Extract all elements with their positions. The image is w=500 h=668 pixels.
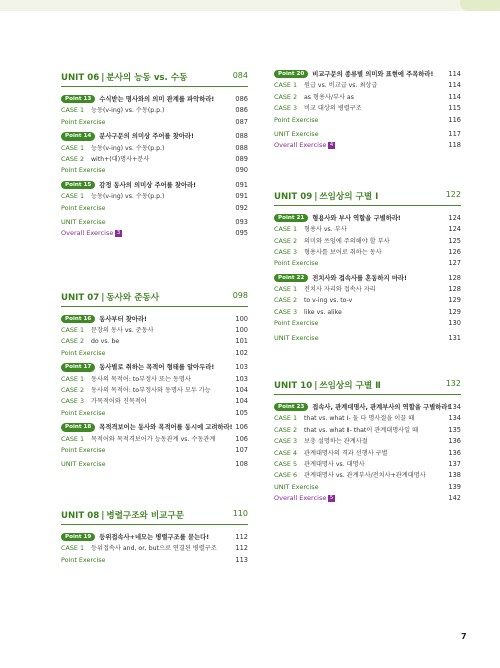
toc-point-row[interactable]: [274, 273, 461, 284]
toc-case-row[interactable]: [274, 247, 461, 258]
toc-page-number: 103: [235, 374, 248, 383]
toc-page-number: 128: [448, 273, 461, 282]
toc-page-number: 100: [235, 326, 248, 335]
case-title: 관계대명사의 격과 선행사 구별: [304, 449, 388, 457]
unit-exercise-label: UNIT Exercise: [274, 482, 319, 491]
toc-page-number: 106: [235, 423, 248, 432]
point-title: 접속사, 관계대명사, 관계부사의 역할을 구별하라!: [312, 404, 451, 412]
toc-page-number: 113: [235, 555, 248, 564]
case-label: CASE 2: [274, 236, 298, 245]
point-title: 전치사와 접속사를 혼동하지 마라!: [312, 274, 407, 282]
toc-point-exercise-row[interactable]: [274, 258, 461, 269]
toc-page-number: 114: [448, 92, 461, 101]
case-label: CASE 1: [61, 192, 85, 201]
unit-rule: [274, 394, 461, 395]
toc-case-row[interactable]: [274, 284, 461, 295]
toc-page-number: 092: [235, 203, 248, 212]
top-decor-band: [0, 0, 500, 11]
toc-case-row[interactable]: [61, 434, 248, 445]
toc-unit-exercise-row[interactable]: [274, 333, 461, 344]
case-label: CASE 1: [274, 225, 298, 234]
toc-case-row[interactable]: [61, 396, 248, 407]
overall-exercise-number: 4: [329, 142, 334, 149]
toc-point-row[interactable]: [61, 532, 248, 543]
toc-point-exercise-row[interactable]: [61, 555, 248, 566]
point-tag: Point 20: [274, 70, 308, 78]
toc-page-number: 107: [235, 445, 248, 454]
toc-case-row[interactable]: [274, 236, 461, 247]
point-tag: Point 23: [274, 403, 308, 411]
point-exercise-label: Point Exercise: [61, 555, 106, 564]
toc-page-number: 105: [235, 408, 248, 417]
toc-case-row[interactable]: [274, 92, 461, 103]
case-label: CASE 2: [274, 92, 298, 101]
case-label: CASE 1: [61, 434, 85, 443]
case-label: CASE 3: [61, 397, 85, 406]
toc-point-exercise-row[interactable]: [274, 115, 461, 126]
unit-10-section: [274, 379, 461, 505]
unit-heading[interactable]: UNIT 09 | 쓰임상의 구별 Ⅰ 122: [274, 189, 461, 202]
case-label: CASE 1: [274, 414, 298, 423]
toc-case-row[interactable]: [274, 425, 461, 436]
case-title: 비교 대상의 병렬구조: [304, 105, 362, 113]
point-exercise-label: Point Exercise: [61, 166, 106, 175]
toc-page-number: 103: [235, 363, 248, 372]
unit-exercise-label: UNIT Exercise: [274, 129, 319, 138]
overall-exercise-label: Overall Exercise 3: [61, 229, 121, 238]
toc-overall-exercise-row[interactable]: [274, 140, 461, 151]
toc-case-row[interactable]: [61, 374, 248, 385]
toc-page-number: 088: [235, 132, 248, 141]
toc-case-row[interactable]: [61, 105, 248, 116]
case-title: 보충 설명하는 관계사절: [304, 438, 368, 446]
point-tag: Point 19: [61, 533, 95, 541]
unit-exercise-label: UNIT Exercise: [274, 333, 319, 342]
unit-exercise-label: UNIT Exercise: [61, 217, 106, 226]
toc-page-number: 118: [448, 141, 461, 150]
unit-exercise-label: UNIT Exercise: [61, 460, 106, 469]
toc-unit-exercise-row[interactable]: [61, 459, 248, 470]
point-tag: Point 14: [61, 132, 95, 140]
overall-exercise-number: 3: [116, 230, 121, 237]
case-label: CASE 1: [61, 106, 85, 115]
toc-page-number: 136: [448, 448, 461, 457]
point-title: 감정 동사의 의미상 주어를 찾아라!: [99, 181, 197, 189]
toc-point-exercise-row[interactable]: [61, 117, 248, 128]
unit-heading[interactable]: UNIT 06 | 분사의 능동 vs. 수동 084: [61, 71, 248, 83]
toc-point-row[interactable]: [61, 180, 248, 191]
toc-page-number: 115: [448, 104, 461, 113]
toc-case-row[interactable]: [61, 325, 248, 336]
toc-page-number: 086: [235, 106, 248, 115]
case-title: 원급 vs. 비교급 vs. 최상급: [304, 82, 378, 90]
toc-point-exercise-row[interactable]: [61, 348, 248, 359]
point-exercise-label: Point Exercise: [61, 408, 106, 417]
toc-page-number: 134: [448, 414, 461, 423]
toc-case-row[interactable]: [274, 436, 461, 447]
toc-page-number: 112: [235, 532, 248, 541]
toc-point-row[interactable]: [61, 422, 248, 433]
toc-case-row[interactable]: [61, 143, 248, 154]
case-title: 목적어와 목적격보어가 능동관계 vs. 수동관계: [91, 435, 216, 443]
case-label: CASE 2: [61, 337, 85, 346]
toc-case-row[interactable]: [61, 543, 248, 554]
top-decor-tab: [460, 0, 500, 11]
toc-case-row[interactable]: [274, 459, 461, 470]
case-label: CASE 1: [61, 544, 85, 553]
toc-case-row[interactable]: [61, 385, 248, 396]
case-label: CASE 1: [61, 374, 85, 383]
toc-right-column: [274, 69, 461, 505]
toc-point-row[interactable]: [274, 213, 461, 224]
point-tag: Point 17: [61, 363, 95, 371]
toc-point-row[interactable]: [61, 94, 248, 105]
overall-exercise-label: Overall Exercise 5: [274, 494, 334, 503]
toc-page-number: 108: [235, 460, 248, 469]
toc-point-exercise-row[interactable]: [61, 408, 248, 419]
point-exercise-label: Point Exercise: [61, 117, 106, 126]
toc-page-number: 136: [448, 437, 461, 446]
case-title: 가목적어와 진목적어: [91, 398, 147, 406]
case-title: 능동(v-ing) vs. 수동(p.p.): [91, 144, 165, 152]
toc-page-number: 128: [448, 285, 461, 294]
toc-point-row[interactable]: [61, 362, 248, 373]
point-exercise-label: Point Exercise: [61, 348, 106, 357]
toc-case-row[interactable]: [274, 224, 461, 235]
case-label: CASE 3: [274, 437, 298, 446]
unit-09-section: [274, 190, 461, 344]
case-title: 의미와 쓰임에 주의해야 할 부사: [304, 237, 390, 245]
unit-rule: [61, 524, 248, 525]
toc-page-number: 134: [448, 403, 461, 412]
toc-point-row[interactable]: [274, 69, 461, 80]
toc-unit-exercise-row[interactable]: [274, 129, 461, 140]
case-title: 문장의 동사 vs. 준동사: [91, 327, 154, 335]
toc-page-number: 137: [448, 459, 461, 468]
toc-page-number: 129: [448, 296, 461, 305]
toc-case-row[interactable]: [274, 80, 461, 91]
toc-page-number: 126: [448, 247, 461, 256]
case-label: CASE 2: [274, 425, 298, 434]
point-title: 목적격보어는 동사와 목적어를 동시에 고려하라!: [99, 424, 233, 432]
unit-heading[interactable]: UNIT 08 | 병렬구조와 비교구문 110: [61, 508, 248, 521]
case-label: CASE 2: [61, 154, 85, 163]
toc-case-row[interactable]: [274, 413, 461, 424]
case-title: 동사의 목적어: to부정사와 동명사 모두 가능: [91, 387, 211, 395]
point-tag: Point 22: [274, 274, 308, 282]
point-exercise-label: Point Exercise: [61, 445, 106, 454]
unit-06-section: [61, 71, 248, 240]
toc-page-number: 138: [448, 471, 461, 480]
toc-unit-exercise-row[interactable]: [274, 482, 461, 493]
case-title: 동사의 목적어: to부정사 또는 동명사: [91, 375, 191, 383]
point-title: 동사부터 찾아라!: [99, 315, 147, 323]
toc-page-number: 086: [235, 95, 248, 103]
toc-page-number: 101: [235, 337, 248, 346]
point-exercise-label: Point Exercise: [274, 259, 319, 268]
case-label: CASE 4: [274, 448, 298, 457]
case-title: that vs. what Ⅰ- 둘 다 명사절을 이끌 때: [304, 415, 415, 423]
point-tag: Point 21: [274, 214, 308, 222]
toc-page-number: 130: [448, 319, 461, 328]
toc-page-number: 091: [235, 180, 248, 189]
unit-heading[interactable]: UNIT 07 | 동사와 준동사 098: [61, 290, 248, 303]
toc-page-number: 135: [448, 425, 461, 434]
point-tag: Point 13: [61, 95, 95, 103]
unit-08-section: [61, 509, 248, 566]
case-title: that vs. what Ⅱ- that이 관계대명사일 때: [304, 426, 419, 434]
toc-unit-exercise-row[interactable]: [61, 217, 248, 228]
overall-exercise-number: 5: [329, 495, 334, 502]
point-title: 비교구문의 종류별 의미와 표현에 주목하라!: [312, 71, 434, 78]
case-title: 관계대명사 vs. 대명사: [304, 460, 365, 468]
case-title: 관계대명사 vs. 관계부사/전치사+관계대명사: [304, 472, 426, 480]
case-label: CASE 2: [61, 386, 85, 395]
toc-page-number: 116: [448, 115, 461, 124]
point-tag: Point 16: [61, 315, 95, 323]
point-exercise-label: Point Exercise: [274, 115, 319, 124]
unit-07-section: [61, 291, 248, 471]
toc-point-row[interactable]: [61, 131, 248, 142]
case-title: 형용사 vs. 부사: [304, 226, 347, 234]
toc-page-number: 129: [448, 307, 461, 316]
toc-case-row[interactable]: [274, 307, 461, 318]
point-title: 수식받는 명사와의 의미 관계를 파악하라!: [99, 96, 215, 103]
toc-page-number: 124: [448, 225, 461, 234]
point-exercise-label: Point Exercise: [274, 319, 319, 328]
toc-page-number: 088: [235, 143, 248, 152]
toc-page-number: 095: [235, 229, 248, 238]
toc-page-number: 114: [448, 70, 461, 78]
case-label: CASE 1: [61, 143, 85, 152]
case-title: with+(대)명사+분사: [91, 155, 150, 163]
case-label: CASE 5: [274, 459, 298, 468]
case-title: as 형용사/부사 as: [304, 93, 354, 101]
case-label: CASE 3: [274, 247, 298, 256]
toc-page-number: 112: [235, 544, 248, 553]
case-title: 전치사 자리와 접속사 자리: [304, 286, 376, 294]
toc-left-column: [61, 71, 248, 566]
toc-page-number: 093: [235, 217, 248, 226]
case-label: CASE 1: [274, 285, 298, 294]
toc-case-row[interactable]: [274, 470, 461, 481]
toc-page-number: 104: [235, 386, 248, 395]
toc-page-number: 117: [448, 129, 461, 138]
toc-overall-exercise-row[interactable]: [61, 228, 248, 239]
case-label: CASE 1: [61, 326, 85, 335]
toc-page-number: 100: [235, 314, 248, 323]
toc-page-number: 114: [448, 81, 461, 90]
toc-page-number: 125: [448, 236, 461, 245]
point-title: 동사별로 취하는 목적어 형태를 알아두라!: [99, 364, 215, 372]
unit-rule: [61, 86, 248, 87]
case-title: 등위접속사 and, or, but으로 연결된 병렬구조: [91, 545, 217, 553]
toc-page-number: 104: [235, 397, 248, 406]
toc-point-exercise-row[interactable]: [274, 318, 461, 329]
toc-page-number: 106: [235, 434, 248, 443]
toc-page-number: 090: [235, 166, 248, 175]
toc-point-row[interactable]: [61, 314, 248, 325]
toc-overall-exercise-row[interactable]: [274, 493, 461, 504]
toc-point-row[interactable]: [274, 402, 461, 413]
case-title: do vs. be: [91, 338, 120, 346]
point-title: 분사구문의 의미상 주어를 찾아라!: [99, 133, 194, 141]
case-label: CASE 1: [274, 81, 298, 90]
case-title: 능동(v-ing) vs. 수동(p.p.): [91, 107, 165, 115]
toc-page-number: 131: [448, 333, 461, 342]
point-exercise-label: Point Exercise: [61, 203, 106, 212]
toc-point-exercise-row[interactable]: [61, 445, 248, 456]
case-label: CASE 6: [274, 471, 298, 480]
toc-case-row[interactable]: [274, 295, 461, 306]
toc-page-number: 089: [235, 154, 248, 163]
toc-case-row[interactable]: [61, 154, 248, 165]
page-number: 7: [461, 632, 467, 641]
unit-heading[interactable]: UNIT 10 | 쓰임상의 구별 Ⅱ 132: [274, 379, 461, 392]
case-title: 능동(v-ing) vs. 수동(p.p.): [91, 193, 165, 201]
point-title: 형용사와 부사 역할을 구별하라!: [312, 214, 401, 222]
toc-case-row[interactable]: [274, 448, 461, 459]
overall-exercise-label: Overall Exercise 4: [274, 141, 334, 150]
unit-rule: [274, 205, 461, 206]
point-tag: Point 18: [61, 423, 95, 431]
unit-rule: [61, 306, 248, 307]
toc-point-exercise-row[interactable]: [61, 165, 248, 176]
toc-page-number: 139: [448, 482, 461, 491]
toc-page-number: 124: [448, 213, 461, 222]
toc-page-number: 127: [448, 259, 461, 268]
toc-point-exercise-row[interactable]: [61, 203, 248, 214]
toc-page-number: 102: [235, 348, 248, 357]
case-label: CASE 2: [274, 296, 298, 305]
toc-page-number: 087: [235, 117, 248, 126]
point-title: 등위접속사+네모는 병렬구조를 묻는다!: [99, 533, 210, 541]
toc-case-row[interactable]: [274, 103, 461, 114]
point-tag: Point 15: [61, 181, 95, 189]
case-title: like vs. alike: [304, 308, 342, 316]
toc-case-row[interactable]: [61, 191, 248, 202]
case-label: CASE 3: [274, 307, 298, 316]
case-title: 형용사를 보어로 취하는 동사: [304, 248, 382, 256]
toc-page-number: 091: [235, 192, 248, 201]
case-title: to v-ing vs. to-v: [304, 297, 353, 305]
toc-case-row[interactable]: [61, 336, 248, 347]
toc-page-number: 142: [448, 494, 461, 503]
case-label: CASE 3: [274, 104, 298, 113]
